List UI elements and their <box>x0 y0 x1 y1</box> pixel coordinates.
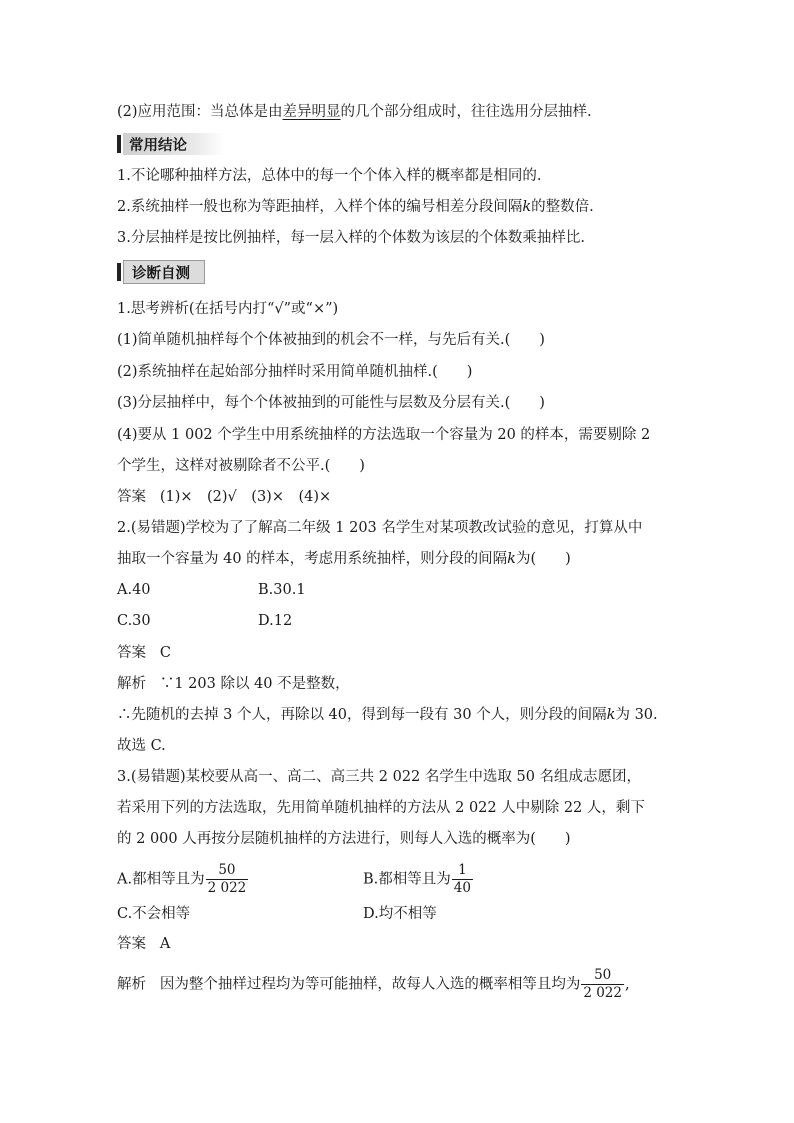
question-2-option-b: B.30.1 <box>258 582 306 598</box>
question-1-part-1: (1)简单随机抽样每个个体被抽到的机会不一样，与先后有关.( ) <box>117 332 545 348</box>
underlined-term: 差异明显 <box>282 104 341 120</box>
analysis-label: 解析 <box>117 676 146 692</box>
answer-value: A <box>159 936 171 952</box>
conclusion-item-2: 2.系统抽样一般也称为等距抽样，入样个体的编号相差分段间隔k的整数倍. <box>117 199 594 215</box>
section-title: 常用结论 <box>123 133 225 155</box>
question-2-option-a: A.40 <box>117 582 151 598</box>
question-2-answer <box>117 643 171 663</box>
fraction: $\frac{50}{2 022}$ <box>583 967 622 1001</box>
question-3-stem-line-2: 若采用下列的方法选取，先用简单随机抽样的方法从 2 022 人中剔除 22 人，剩下 <box>117 800 645 816</box>
answer-label: 答案 <box>117 489 146 505</box>
question-3-analysis: 解析 因为整个抽样过程均为等可能抽样，故每人入选的概率相等且均为 $\frac{50}{2 022}$ , <box>117 967 630 1001</box>
answer-label: 答案 <box>117 936 146 952</box>
question-3-option-c: C.不会相等 <box>117 906 191 922</box>
section-header-self-test <box>117 261 205 283</box>
question-3-option-b: B.都相等且为 $\frac{1}{40}$ <box>363 862 471 896</box>
question-1-part-3: (3)分层抽样中，每个个体被抽到的可能性与层数及分层有关.( ) <box>117 395 545 411</box>
question-1-part-4-cont: 个学生，这样对被剔除者不公平.( ) <box>117 458 365 474</box>
fraction: $\frac{1}{40}$ <box>453 862 471 896</box>
conclusion-item-3: 3.分层抽样是按比例抽样，每一层入样的个体数为该层的个体数乘抽样比. <box>117 230 585 246</box>
question-2-stem-line-1: 2.(易错题)学校为了了解高二年级 1 203 名学生对某项教改试验的意见，打算从中 <box>117 520 643 536</box>
intro-line: (2)应用范围：当总体是由差异明显的几个部分组成时，往往选用分层抽样. <box>117 104 592 120</box>
question-3-option-d: D.均不相等 <box>363 906 437 922</box>
answer-value: C <box>159 645 171 661</box>
answer-label: 答案 <box>117 645 146 661</box>
question-1-part-2: (2)系统抽样在起始部分抽样时采用简单随机抽样.( ) <box>117 364 473 380</box>
question-1-stem: 1.思考辨析(在括号内打“√”或“×”) <box>117 301 339 317</box>
conclusion-item-1: 1.不论哪种抽样方法，总体中的每一个个体入样的概率都是相同的. <box>117 168 542 184</box>
question-3-answer <box>117 934 170 954</box>
analysis-label: 解析 <box>117 976 146 993</box>
question-1-answer <box>117 487 331 507</box>
question-2-analysis-line-2: ∴先随机的去掉 3 个人，再除以 40，得到每一段有 30 个人，则分段的间隔k为 30. <box>117 707 658 723</box>
question-2-option-c: C.30 <box>117 613 151 629</box>
question-2-analysis-line-3: 故选 C. <box>117 738 166 754</box>
answer-value: (1)× (2)√ (3)× (4)× <box>159 489 332 505</box>
question-1-part-4: (4)要从 1 002 个学生中用系统抽样的方法选取一个容量为 20 的样本，需要剔除 2 <box>117 427 651 443</box>
question-2-stem-line-2: 抽取一个容量为 40 的样本，考虑用系统抽样，则分段的间隔k为( ) <box>117 551 571 567</box>
section-title: 诊断自测 <box>123 260 205 284</box>
question-2-option-d: D.12 <box>258 613 293 629</box>
question-2-analysis-line-1: 解析 ∵1 203 除以 40 不是整数， <box>117 676 350 692</box>
question-3-option-a: A.都相等且为 $\frac{50}{2 022}$ <box>117 862 247 896</box>
question-3-stem-line-1: 3.(易错题)某校要从高一、高二、高三共 2 022 名学生中选取 50 名组成志愿团， <box>117 769 642 785</box>
question-3-stem-line-3: 的 2 000 人再按分层随机抽样的方法进行，则每人入选的概率为( ) <box>117 831 571 847</box>
section-header-conclusions <box>117 133 225 155</box>
fraction: $\frac{50}{2 022}$ <box>207 862 247 896</box>
